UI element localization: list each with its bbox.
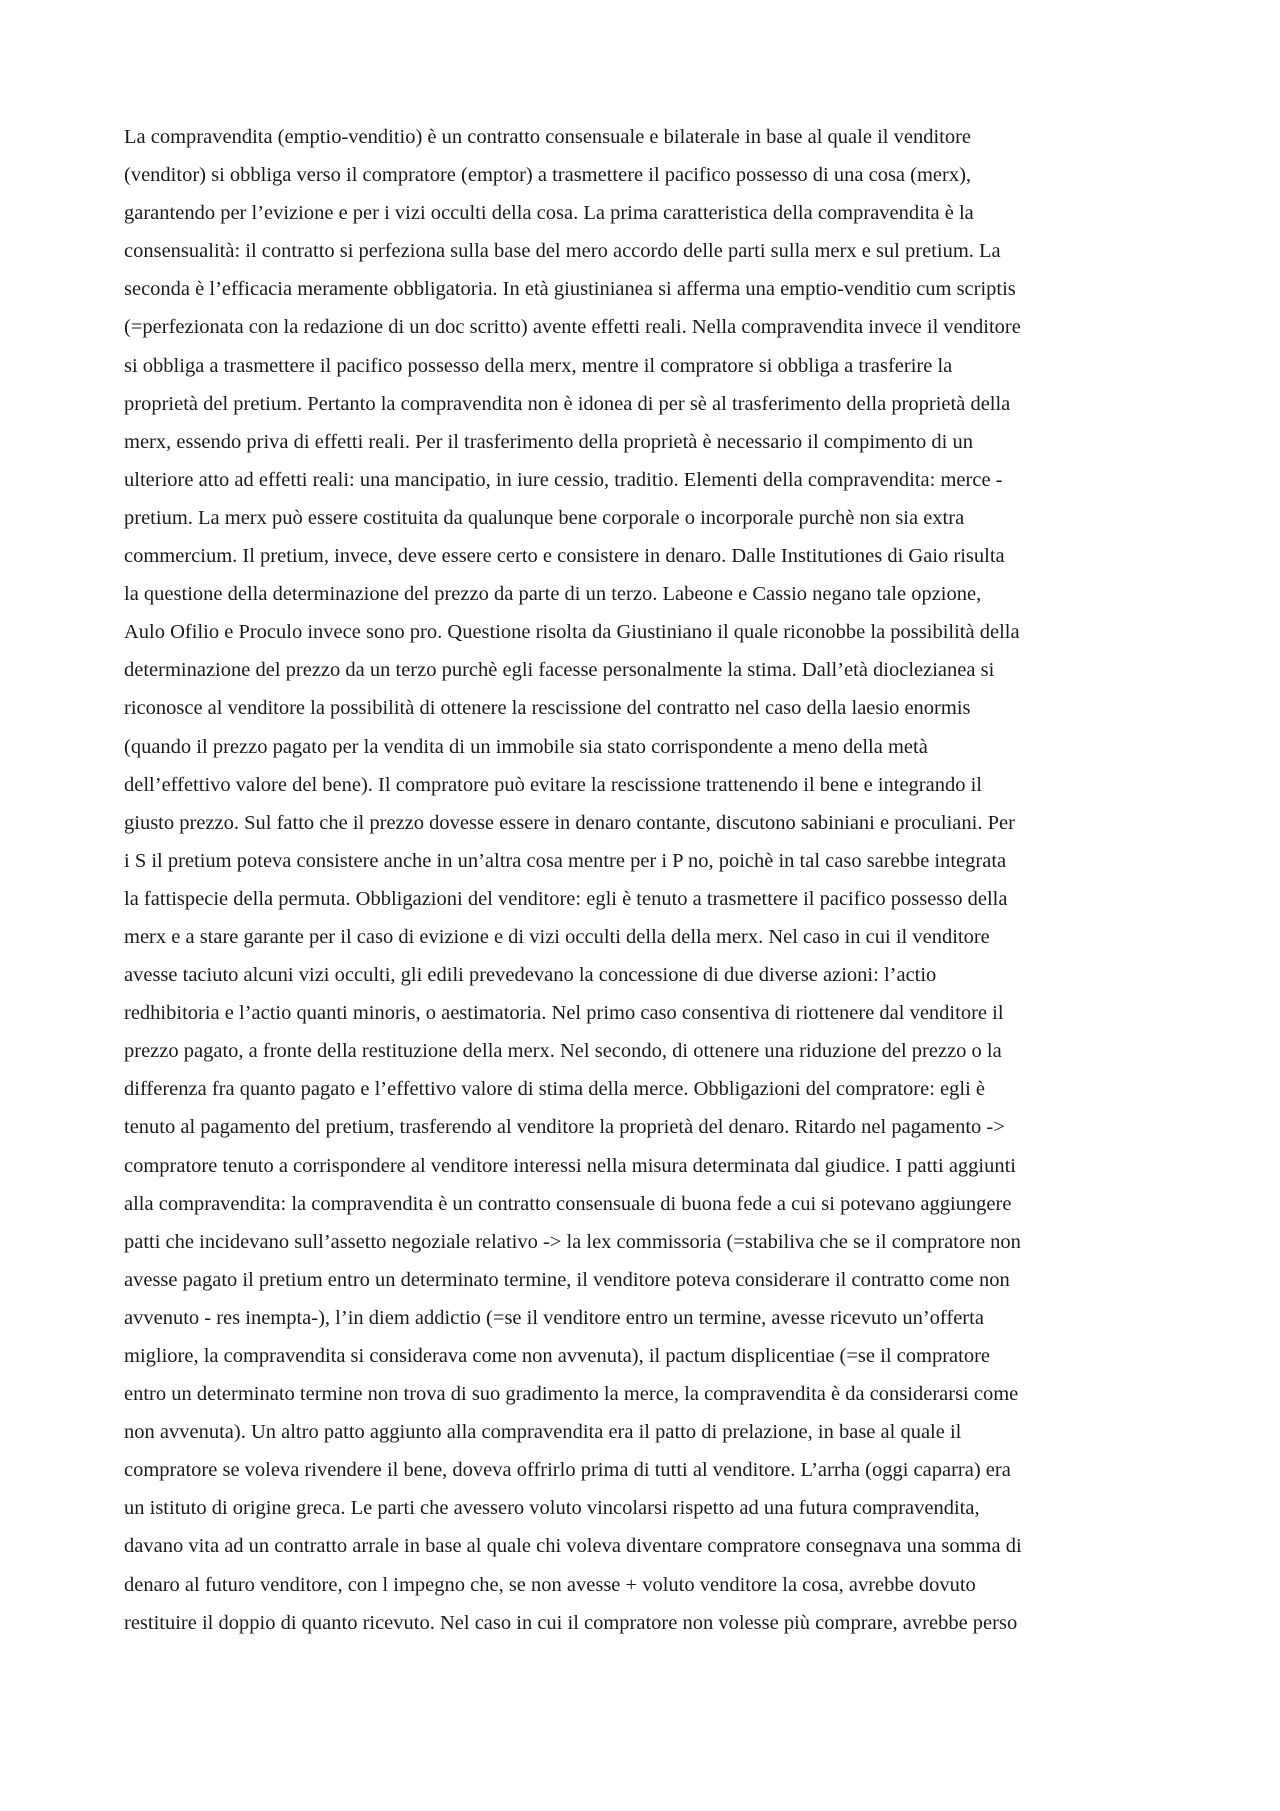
text-line: merx e a stare garante per il caso di evizione e di vizi occulti della della merx. Nel caso in cui il venditore bbox=[124, 925, 990, 948]
text-line: pretium. La merx può essere costituita da qualunque bene corporale o incorporale purchè non sia extra bbox=[124, 506, 965, 529]
text-line: (quando il prezzo pagato per la vendita di un immobile sia stato corrispondente a meno della metà bbox=[124, 735, 928, 758]
text-line: seconda è l’efficacia meramente obbligatoria. In età giustinianea si afferma una emptio-venditio cum scriptis bbox=[124, 278, 1016, 301]
text-line: davano vita ad un contratto arrale in base al quale chi voleva diventare compratore consegnava una somma di bbox=[124, 1535, 1022, 1558]
text-line: alla compravendita: la compravendita è un contratto consensuale di buona fede a cui si potevano aggiungere bbox=[124, 1192, 1012, 1215]
text-line: migliore, la compravendita si considerava come non avvenuta), il pactum displicentiae (=se il compratore bbox=[124, 1345, 990, 1367]
text-line: merx, essendo priva di effetti reali. Per il trasferimento della proprietà è necessario il compimento di un bbox=[124, 430, 973, 453]
text-line: i S il pretium poteva consistere anche in un’altra cosa mentre per i P no, poichè in tal caso sarebbe integrata bbox=[124, 849, 1007, 872]
text-line: prezzo pagato, a fronte della restituzione della merx. Nel secondo, di ottenere una riduzione del prezzo o la bbox=[124, 1040, 1002, 1063]
text-line: non avvenuta). Un altro patto aggiunto alla compravendita era il patto di prelazione, in base al quale il bbox=[124, 1421, 962, 1444]
text-line: denaro al futuro venditore, con l impegno che, se non avesse + voluto venditore la cosa, avrebbe dovuto bbox=[124, 1573, 976, 1596]
text-line: determinazione del prezzo da un terzo purchè egli facesse personalmente la stima. Dall’età dioclezianea si bbox=[124, 659, 995, 682]
text-line: compratore tenuto a corrispondere al venditore interessi nella misura determinata dal giudice. I patti aggiunti bbox=[124, 1154, 1017, 1177]
text-line: differenza fra quanto pagato e l’effettivo valore di stima della merce. Obbligazioni del compratore: egli è bbox=[124, 1078, 986, 1101]
text-line: avesse pagato il pretium entro un determinato termine, il venditore poteva considerare il contratto come non bbox=[124, 1268, 1010, 1291]
text-line: avesse taciuto alcuni vizi occulti, gli edili prevedevano la concessione di due diverse azioni: l’actio bbox=[124, 964, 937, 987]
text-line: commercium. Il pretium, invece, deve essere certo e consistere in denaro. Dalle Institutiones di Gaio risulta bbox=[124, 545, 1005, 568]
text-line: tenuto al pagamento del pretium, trasferendo al venditore la proprietà del denaro. Ritardo nel pagamento -> bbox=[124, 1116, 1005, 1139]
text-line: proprietà del pretium. Pertanto la compravendita non è idonea di per sè al trasferimento della proprietà della bbox=[124, 392, 1011, 415]
text-line: si obbliga a trasmettere il pacifico possesso della merx, mentre il compratore si obbliga a trasferire la bbox=[124, 354, 953, 377]
text-line: compratore se voleva rivendere il bene, doveva offrirlo prima di tutti al venditore. L’arrha (oggi caparra) era bbox=[124, 1459, 1011, 1482]
text-line: dell’effettivo valore del bene). Il compratore può evitare la rescissione trattenendo il bene e integrando il bbox=[124, 773, 982, 796]
text-line: (venditor) si obbliga verso il compratore (emptor) a trasmettere il pacifico possesso di una cosa (merx), bbox=[124, 164, 972, 187]
text-line: ulteriore atto ad effetti reali: una mancipatio, in iure cessio, traditio. Elementi della compravendita: merce - bbox=[124, 468, 1003, 491]
text-line: giusto prezzo. Sul fatto che il prezzo dovesse essere in denaro contante, discutono sabiniani e proculiani. Per bbox=[124, 811, 1015, 834]
text-line: redhibitoria e l’actio quanti minoris, o aestimatoria. Nel primo caso consentiva di riottenere dal venditore il bbox=[124, 1002, 1004, 1025]
text-line: entro un determinato termine non trova di suo gradimento la merce, la compravendita è da considerarsi come bbox=[124, 1383, 1019, 1406]
text-line: un istituto di origine greca. Le parti che avessero voluto vincolarsi rispetto ad una futura compravendita, bbox=[124, 1497, 980, 1520]
text-line: consensualità: il contratto si perfeziona sulla base del mero accordo delle parti sulla merx e sul pretium. La bbox=[124, 240, 1001, 263]
text-line: la questione della determinazione del prezzo da parte di un terzo. Labeone e Cassio negano tale opzione, bbox=[124, 583, 982, 606]
text-line: garantendo per l’evizione e per i vizi occulti della cosa. La prima caratteristica della compravendita è la bbox=[124, 202, 974, 225]
text-line: patti che incidevano sull’assetto negoziale relativo -> la lex commissoria (=stabiliva che se il compratore non bbox=[124, 1230, 1021, 1253]
text-line: (=perfezionata con la redazione di un doc scritto) avente effetti reali. Nella compravendita invece il venditore bbox=[124, 316, 1021, 339]
text-line: La compravendita (emptio-venditio) è un contratto consensuale e bilaterale in base al quale il venditore bbox=[124, 126, 972, 148]
body-text bbox=[124, 118, 1164, 1642]
text-line: restituire il doppio di quanto ricevuto. Nel caso in cui il compratore non volesse più comprare, avrebbe perso bbox=[124, 1611, 1018, 1634]
text-line: avvenuto - res inempta-), l’in diem addictio (=se il venditore entro un termine, avesse ricevuto un’offerta bbox=[124, 1306, 984, 1329]
text-line: riconosce al venditore la possibilità di ottenere la rescissione del contratto nel caso della laesio enormis bbox=[124, 697, 971, 720]
text-line: la fattispecie della permuta. Obbligazioni del venditore: egli è tenuto a trasmettere il pacifico possesso della bbox=[124, 887, 1008, 910]
text-line: Aulo Ofilio e Proculo invece sono pro. Questione risolta da Giustiniano il quale riconobbe la possibilità della bbox=[124, 621, 1020, 644]
